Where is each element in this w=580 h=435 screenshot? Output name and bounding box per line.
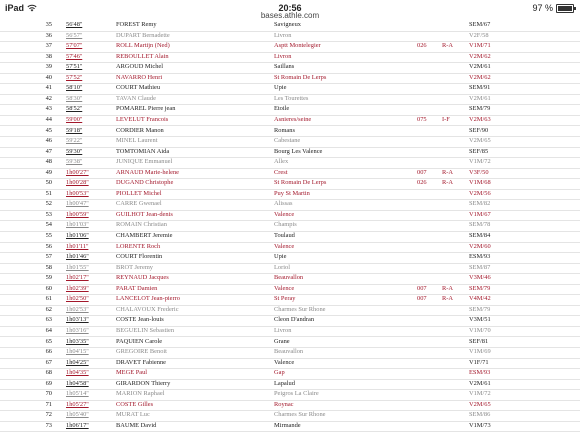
athlete-name[interactable]: MEGE Paul [116,369,148,377]
category-cell[interactable]: V1M/73 [469,421,491,429]
time-cell[interactable]: 58'10'' [66,84,83,92]
time-cell[interactable]: 59'00'' [66,115,83,123]
athlete-name[interactable]: BAUME David [116,421,157,429]
club-city: Lapalud [274,379,295,387]
athlete-name[interactable]: NAVARRO Henri [116,73,163,81]
time-cell[interactable]: 1h00'53'' [66,189,89,197]
time-cell[interactable]: 1h02'50'' [66,295,89,303]
club-city: Toulaud [274,232,295,239]
athlete-name[interactable]: CHALAVOUX Frederic [116,305,179,313]
athlete-name[interactable]: CORDIER Manon [116,126,164,134]
category-cell[interactable]: V1M/71 [469,42,491,50]
time-cell[interactable]: 1h04'58'' [66,379,89,387]
league-code: I-F [442,115,450,123]
league-code: R-A [442,42,454,50]
club-city: Loriol [274,263,290,271]
rank-cell: 69 [45,379,52,387]
club-city: Bourg Les Valence [274,147,323,155]
category-cell[interactable]: V2M/65 [469,400,491,408]
time-cell[interactable]: 1h04'25'' [66,358,89,366]
time-cell[interactable]: 1h04'15'' [66,348,89,356]
time-cell[interactable]: 59'30'' [66,147,83,155]
rank-cell: 36 [45,31,52,39]
athlete-name[interactable]: ROLL Martijn (Ned) [116,42,170,50]
category-cell[interactable]: SEM/79 [469,105,491,113]
athlete-name[interactable]: CARRE Gwenael [116,200,162,208]
time-cell[interactable]: 1h05'40'' [66,411,89,419]
league-code: R-A [442,179,454,187]
department-code: 026 [417,179,427,187]
club-city: St Peray [274,295,296,303]
time-cell[interactable]: 1h02'17'' [66,274,89,282]
club-city: Gap [274,369,285,377]
time-cell[interactable]: 1h05'27'' [66,400,89,408]
time-cell[interactable]: 1h05'14'' [66,390,89,398]
athlete-name[interactable]: PIOLLET Michel [116,189,162,197]
category-cell[interactable]: V3F/50 [469,168,489,176]
rank-cell: 47 [45,147,52,155]
category-cell[interactable]: V3M/46 [469,274,491,282]
athlete-name[interactable]: COURT Mathieu [116,84,161,92]
club-city: Etoile [274,105,290,113]
club-city: Asnieres/seine [274,115,312,123]
rank-cell: 64 [45,326,52,334]
athlete-name[interactable]: ROMAIN Christian [116,221,167,229]
rank-cell: 42 [45,94,52,102]
athlete-name[interactable]: PAQUIEN Carole [116,337,163,345]
league-code: R-A [442,284,454,292]
battery-label: 97 % [532,3,553,13]
rank-cell: 43 [45,105,52,113]
club-city: Livron [274,52,292,60]
club-city: Charmes Sur Rhone [274,411,326,419]
athlete-name[interactable]: ARGOUD Michel [116,63,164,71]
rank-cell: 62 [45,305,52,313]
department-code: 026 [417,42,427,50]
time-cell[interactable]: 1h00'59'' [66,210,89,218]
category-cell[interactable]: V2M/65 [469,137,491,145]
athlete-name[interactable]: BEGUELIN Sebastien [116,326,175,334]
rank-cell: 40 [45,73,52,81]
time-cell[interactable]: 1h00'28'' [66,179,89,187]
category-cell[interactable]: ESM/93 [469,369,491,377]
athlete-name[interactable]: MARION Raphael [116,390,165,398]
time-cell[interactable]: 59'38'' [66,158,83,166]
category-cell[interactable]: V2M/62 [469,73,491,81]
status-bar [0,0,580,20]
category-cell[interactable]: V2M/61 [469,379,491,387]
category-cell[interactable]: SEM/79 [469,305,491,313]
time-cell[interactable]: 1h02'53'' [66,305,89,313]
club-city: Upie [274,253,287,261]
category-cell[interactable]: V3M/51 [469,316,491,324]
club-city: Livron [274,31,292,39]
athlete-name[interactable]: DUGAND Christophe [116,179,174,187]
time-cell[interactable]: 58'52'' [66,105,83,113]
club-city: St Romain De Lerps [274,179,327,187]
category-cell[interactable]: V1M/72 [469,158,491,166]
category-cell[interactable]: SEM/91 [469,84,491,92]
time-cell[interactable]: 1h01'11'' [66,242,89,250]
rank-cell: 72 [45,411,52,419]
category-cell[interactable]: SEM/78 [469,221,491,229]
rank-cell: 59 [45,274,52,282]
rank-cell: 35 [45,21,52,28]
athlete-name[interactable]: COSTE Jean-louis [116,316,164,324]
rank-cell: 53 [45,210,52,218]
status-time: 20:56 [278,3,302,13]
category-cell[interactable]: V1M/67 [469,210,491,218]
club-city: Champis [274,221,297,229]
club-city: Cleon D'andran [274,316,315,324]
athlete-name[interactable]: POMAREL Pierre jean [116,105,176,113]
club-city: Puy St Martin [274,189,310,197]
time-cell[interactable]: 56'57'' [66,31,83,39]
rank-cell: 57 [45,253,52,261]
league-code: R-A [442,168,454,176]
rank-cell: 44 [45,115,52,123]
rank-cell: 56 [45,242,52,250]
time-cell[interactable]: 1h02'39'' [66,284,89,292]
time-cell[interactable]: 1h01'46'' [66,253,89,261]
rank-cell: 45 [45,126,52,134]
club-city: Allex [274,158,289,166]
category-cell[interactable]: V2M/61 [469,94,491,102]
category-cell[interactable]: V1F/71 [469,358,489,366]
club-city: Beauvallon [274,274,304,282]
rank-cell: 68 [45,369,52,377]
category-cell[interactable]: SEF/90 [469,126,489,134]
club-city: Cabestane [274,137,301,145]
club-city: Charmes Sur Rhone [274,305,326,313]
club-city: Valence [274,358,295,366]
athlete-name[interactable]: REBOULLET Alain [116,52,169,60]
category-cell[interactable]: V2M/56 [469,189,491,197]
time-cell[interactable]: 1h03'13'' [66,316,89,324]
club-city: Beauvallon [274,348,304,356]
rank-cell: 63 [45,316,52,324]
category-cell[interactable]: V1M/68 [469,179,491,187]
category-cell[interactable]: SEM/82 [469,200,491,208]
category-cell[interactable]: V1M/70 [469,326,491,334]
athlete-name[interactable]: MURAT Luc [116,411,150,419]
rank-cell: 39 [45,63,52,71]
club-city: Saillans [274,63,295,71]
category-cell[interactable]: V2M/62 [469,52,491,60]
rank-cell: 66 [45,348,52,356]
club-city: St Romain De Lerps [274,73,327,81]
athlete-name[interactable]: COURT Florentin [116,253,163,261]
category-cell[interactable]: SEM/84 [469,232,491,239]
club-city: Mirmande [274,421,301,429]
time-cell[interactable]: 1h00'27'' [66,168,89,176]
time-cell[interactable]: 1h03'16'' [66,326,89,334]
rank-cell: 48 [45,158,52,166]
category-cell[interactable]: SEM/86 [469,411,491,419]
athlete-name[interactable]: REYNAUD Jacques [116,274,169,282]
time-cell[interactable]: 59'18'' [66,126,83,134]
athlete-name[interactable]: GREGOIRE Benoit [116,348,167,356]
time-cell[interactable]: 59'22'' [66,137,83,145]
athlete-name[interactable]: LEVELUT Francois [116,115,169,123]
time-cell[interactable]: 1h03'35'' [66,337,89,345]
rank-cell: 71 [45,400,52,408]
category-cell[interactable]: SEM/79 [469,284,491,292]
time-cell[interactable]: 56'48'' [66,21,83,28]
category-cell[interactable]: SEF/81 [469,337,489,345]
club-city: Valence [274,242,295,250]
time-cell[interactable]: 57'46'' [66,52,83,60]
status-right [532,3,574,13]
results-table [0,20,580,435]
rank-cell: 41 [45,84,52,92]
athlete-name[interactable]: DUPART Bernadette [116,31,170,39]
club-city: Asptt Montelegier [274,42,321,50]
category-cell[interactable]: V1M/72 [469,390,491,398]
rank-cell: 49 [45,168,52,176]
club-city: Valence [274,284,295,292]
time-cell[interactable]: 1h06'17'' [66,421,89,429]
rank-cell: 55 [45,232,52,239]
department-code: 007 [417,295,427,303]
category-cell[interactable]: V2M/61 [469,63,491,71]
rank-cell: 60 [45,284,52,292]
rank-cell: 65 [45,337,52,345]
athlete-name[interactable]: PARAT Damien [116,284,158,292]
club-city: Grane [274,337,290,345]
department-code: 075 [417,115,427,123]
athlete-name[interactable]: ARNAUD Marie-helene [116,168,179,176]
address-url[interactable]: bases.athle.com [260,11,320,20]
rank-cell: 58 [45,263,52,271]
rank-cell: 54 [45,221,52,229]
category-cell[interactable]: V1M/69 [469,348,491,356]
category-cell[interactable]: V2M/60 [469,242,491,250]
category-cell[interactable]: SEM/87 [469,263,491,271]
club-city: Savigneux [274,21,301,28]
athlete-name[interactable]: TOMTOMIAN Aida [116,147,170,155]
time-cell[interactable]: 1h04'35'' [66,369,89,377]
athlete-name[interactable]: BROT Jeremy [116,263,153,271]
athlete-name[interactable]: DRAVET Fabienne [116,358,166,366]
club-city: Valence [274,210,295,218]
club-city: Roynac [274,400,294,408]
category-cell[interactable]: SEM/67 [469,21,491,28]
time-cell[interactable]: 1h01'03'' [66,221,89,229]
time-cell[interactable]: 57'07'' [66,42,83,50]
category-cell[interactable]: ESM/93 [469,253,491,261]
rank-cell: 51 [45,189,52,197]
rank-cell: 46 [45,137,52,145]
athlete-name[interactable]: GIRARDON Thierry [116,379,171,387]
athlete-name[interactable]: FOREST Remy [116,21,157,28]
time-cell[interactable]: 57'51'' [66,63,83,71]
rank-cell: 73 [45,421,52,429]
time-cell[interactable]: 1h01'06'' [66,232,89,239]
rank-cell: 52 [45,200,52,208]
club-city: Romans [274,126,295,134]
rank-cell: 38 [45,52,52,60]
time-cell[interactable]: 57'52'' [66,73,83,81]
rank-cell: 67 [45,358,52,366]
time-cell[interactable]: 58'30'' [66,94,83,102]
category-cell[interactable]: V2M/63 [469,115,491,123]
club-city: Peigros La Claire [274,390,319,398]
athlete-name[interactable]: LANCELOT Jean-pierro [116,295,180,303]
department-code: 007 [417,168,427,176]
club-city: Alissas [274,200,293,208]
time-cell[interactable]: 1h01'55'' [66,263,89,271]
athlete-name[interactable]: MINEL Laurent [116,137,158,145]
category-cell[interactable]: SEF/85 [469,147,489,155]
athlete-name[interactable]: JUNIQUE Emmanuel [116,158,173,166]
battery-fill [558,6,572,11]
club-city: Les Tourettes [274,94,309,102]
athlete-name[interactable]: CHAMBERT Jeremie [116,232,173,239]
athlete-name[interactable]: TAVAN Claude [116,94,156,102]
club-city: Livron [274,326,292,334]
time-cell[interactable]: 1h00'47'' [66,200,89,208]
rank-cell: 70 [45,390,52,398]
athlete-name[interactable]: LORENTE Roch [116,242,161,250]
ipad-label: iPad [5,3,25,13]
club-city: Upie [274,84,287,92]
club-city: Crest [274,168,288,176]
category-cell[interactable]: V2F/58 [469,31,489,39]
table-row [0,421,580,433]
rank-cell: 61 [45,295,52,303]
battery-icon [556,4,574,13]
department-code: 007 [417,284,427,292]
athlete-name[interactable]: COSTE Gilles [116,400,154,408]
league-code: R-A [442,295,454,303]
rank-cell: 37 [45,42,52,50]
rank-cell: 50 [45,179,52,187]
athlete-name[interactable]: GUILHOT Jean-denis [116,210,173,218]
category-cell[interactable]: V4M/42 [469,295,491,303]
